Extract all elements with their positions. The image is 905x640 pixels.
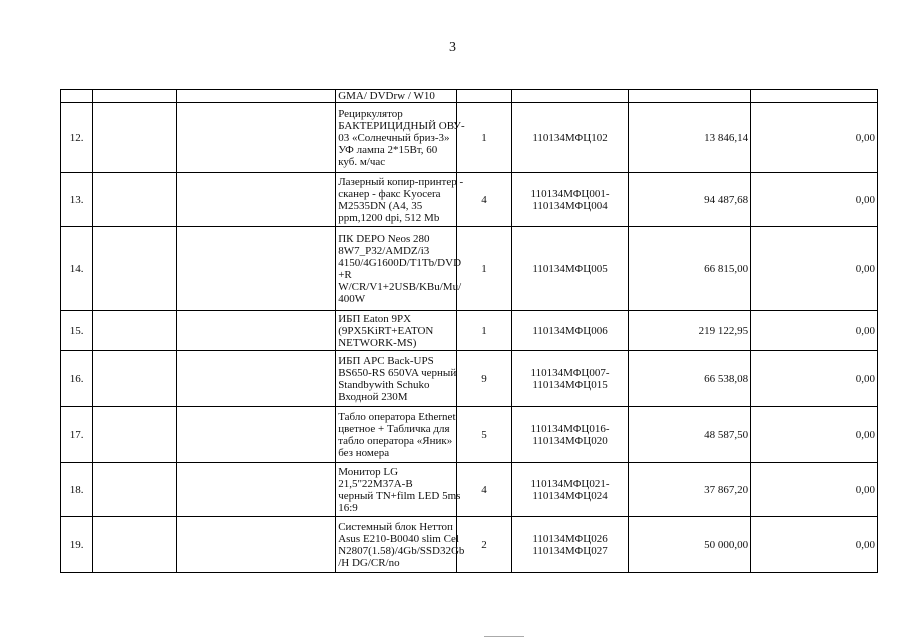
item-name-line: черный TN+film LED 5ms [338,489,461,502]
item-name-line: ИБП Eaton 9PX [338,312,412,325]
item-name-line: W/CR/V1+2USB/KBu/Mu/ [338,280,462,293]
inventory-number-line: 110134МФЦ007- [530,366,610,379]
item-name-cell: GMA/ DVDrw / W10 [336,90,456,103]
inventory-number-cell [512,311,628,351]
table-row [61,517,878,573]
item-name-line: Входной 230M [338,390,408,403]
empty-cell [177,103,336,173]
item-name-line: ppm,1200 dpi, 512 Mb [338,211,440,224]
inventory-number-cell [512,517,628,573]
empty-cell [177,407,336,463]
residual-value-cell: 0,00 [751,517,878,573]
inventory-number-line: 110134МФЦ006 [532,324,608,337]
item-name-line: N2807(1.58)/4Gb/SSD32Gb [338,544,465,557]
item-name-line: 400W [338,292,366,305]
item-name-cell [336,311,456,351]
item-name-line: сканер - факс Kyocera [338,187,441,200]
residual-value-cell: 0,00 [751,311,878,351]
cost-cell: 66 815,00 [628,227,751,311]
item-name-line: /H DG/CR/no [338,556,400,569]
empty-cell [93,351,177,407]
inventory-number-cell [512,173,628,227]
item-name-cell [336,227,462,311]
quantity-cell: 1 [456,227,512,311]
cost-cell: 50 000,00 [628,517,751,573]
item-name-line: Asus E210-B0040 slim Cel [338,532,459,545]
inventory-number-cell [512,351,628,407]
inventory-number-cell [512,463,628,517]
item-name-line: БАКТЕРИЦИДНЫЙ ОВУ- [338,119,465,132]
row-number-cell: 16. [61,351,93,407]
item-name-cell [336,407,456,463]
inventory-number-line: 110134МФЦ020 [532,434,608,447]
inventory-number-line: 110134МФЦ016- [530,422,610,435]
item-name-line: ИБП APC Back-UPS [338,354,434,367]
item-name-cell [336,463,461,517]
item-name-line: Табло оператора Ethernet [338,410,456,423]
empty-cell [93,311,177,351]
quantity-cell: 4 [456,463,512,517]
item-name-line: 03 «Солнечный бриз-3» [338,131,450,144]
empty-cell [177,463,336,517]
item-name-line: Монитор LG [338,465,399,478]
item-name-line: NETWORK-MS) [338,336,417,349]
empty-cell [93,227,177,311]
item-name-cell [336,173,464,227]
table-row [61,407,878,463]
table-row [61,103,878,173]
table-row [61,351,878,407]
empty-cell [177,351,336,407]
item-name-line: куб. м/час [338,155,386,168]
item-name-line: табло оператора «Яник» [338,434,453,447]
item-name-line: Лазерный копир-принтер - [338,175,464,188]
quantity-cell: 5 [456,407,512,463]
item-name-line: BS650-RS 650VA черный [338,366,457,379]
cost-cell: 94 487,68 [628,173,751,227]
inventory-number-line: 110134МФЦ102 [532,131,608,144]
cost-cell: 37 867,20 [628,463,751,517]
item-name-cell [336,351,456,407]
item-name-line: +R [338,268,352,281]
cost-cell: 66 538,08 [628,351,751,407]
item-name-line: Рециркулятор [338,107,403,120]
inventory-number-line: 110134МФЦ021- [530,477,610,490]
inventory-number-line: 110134МФЦ024 [532,489,608,502]
empty-cell [93,463,177,517]
residual-value-cell: 0,00 [751,173,878,227]
inventory-number-line: 110134МФЦ004 [532,199,608,212]
cost-cell: 13 846,14 [628,103,751,173]
cost-cell: 48 587,50 [628,407,751,463]
table-row [61,463,878,517]
empty-cell [177,311,336,351]
inventory-table [60,89,878,573]
table-row [61,227,878,311]
empty-cell [177,227,336,311]
empty-cell [177,517,336,573]
inventory-number-cell [512,407,628,463]
item-name-line: ПК DEPO Neos 280 [338,232,430,245]
inventory-number-cell [512,227,628,311]
footer-mark [484,636,524,637]
empty-cell [93,517,177,573]
item-name-line: УФ лампа 2*15Вт, 60 [338,143,438,156]
empty-cell [93,103,177,173]
inventory-number-line: 110134МФЦ001- [530,187,610,200]
item-name-line: 4150/4G1600D/T1Tb/DVD [338,256,462,269]
item-name-cell [336,103,465,173]
quantity-cell: 4 [456,173,512,227]
empty-cell [93,407,177,463]
empty-cell [177,173,336,227]
row-number-cell: 14. [61,227,93,311]
page-number: 3 [449,40,456,55]
item-name-line: 21,5"22M37A-B [338,477,413,490]
item-name-line: Системный блок Неттоп [338,520,453,533]
item-name-line: (9PX5KiRT+EATON [338,324,434,337]
item-name-line: цветное + Табличка для [338,422,450,435]
residual-value-cell: 0,00 [751,351,878,407]
quantity-cell: 2 [456,517,512,573]
table-row [61,173,878,227]
inventory-number-line: 110134МФЦ026 [532,532,608,545]
inventory-number-line: 110134МФЦ015 [532,378,608,391]
table-row [61,311,878,351]
row-number-cell: 12. [61,103,93,173]
residual-value-cell: 0,00 [751,463,878,517]
inventory-number-line: 110134МФЦ005 [532,262,608,275]
item-name-line: 8W7_P32/AMDZ/i3 [338,244,430,257]
inventory-number-line: 110134МФЦ027 [532,544,608,557]
item-name-line: M2535DN (A4, 35 [338,199,423,212]
quantity-cell: 1 [456,103,512,173]
row-number-cell: 18. [61,463,93,517]
row-number-cell: 17. [61,407,93,463]
item-name-line: без номера [338,446,390,459]
residual-value-cell: 0,00 [751,407,878,463]
empty-cell [93,173,177,227]
item-name-line: Standbywith Schuko [338,378,430,391]
inventory-number-cell [512,103,628,173]
quantity-cell: 1 [456,311,512,351]
cost-cell: 219 122,95 [628,311,751,351]
item-name-cell [336,517,465,573]
table-row-continuation [61,90,878,103]
row-number-cell: 19. [61,517,93,573]
residual-value-cell: 0,00 [751,227,878,311]
residual-value-cell: 0,00 [751,103,878,173]
quantity-cell: 9 [456,351,512,407]
row-number-cell: 15. [61,311,93,351]
item-name-line: 16:9 [338,501,358,514]
row-number-cell: 13. [61,173,93,227]
